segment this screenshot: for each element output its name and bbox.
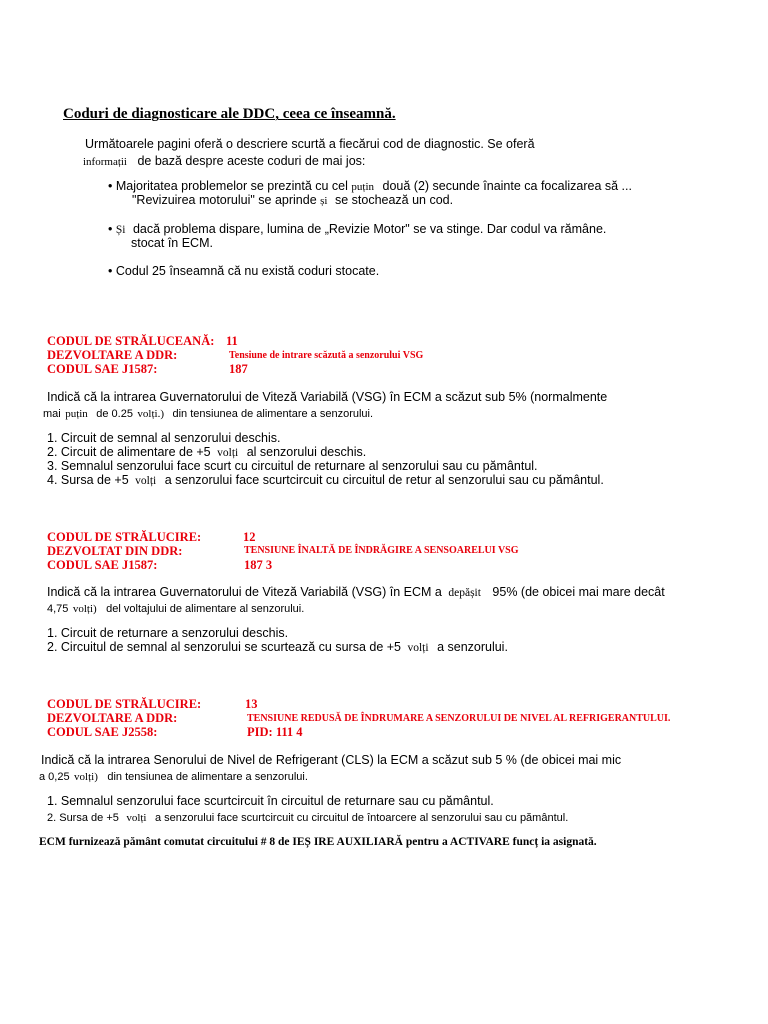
desc-text: a 0,25 [39,771,70,783]
item-word: volți [135,475,157,487]
bullet-word: puțin [351,181,375,193]
code-2-desc-2 [47,599,304,617]
bullet-2-line-2: stocat în ECM. [131,236,213,250]
item-word: volți [126,812,147,824]
code-3-ddr-label: DEZVOLTARE A DDR: [47,711,178,725]
code-1-desc-2 [43,404,373,422]
desc-text: Indică că la intrarea Guvernatorului de Viteză Variabilă (VSG) în ECM a [47,585,442,599]
code-3-ddr-value: TENSIUNE REDUSĂ DE ÎNDRUMARE A SENZORULUI DE NIVEL AL REFRIGERANTULUI. [247,713,671,724]
code-3-label: CODUL DE STRĂLUCIRE: [47,697,202,711]
desc-text: 95% (de obicei mai mare decât [492,585,665,599]
code-3-desc-1: Indică că la intrarea Senorului de Nivel de Refrigerant (CLS) la ECM a scăzut sub 5 % (de obicei mai mic [41,753,622,767]
intro-line-1: Următoarele pagini oferă o descriere scurtă a fiecărui cod de diagnostic. Se oferă [85,137,535,151]
desc-text: mai [43,408,61,420]
code-1-item-3: 3. Semnalul senzorului face scurt cu circuitul de returnare al senzorului sau cu pământul. [47,459,538,473]
code-1-sae-label: CODUL SAE J1587: [47,362,158,376]
desc-word: volți) [74,771,98,783]
desc-text: din tensiunea de alimentare a senzorului. [107,771,308,783]
code-2-sae-label: CODUL SAE J1587: [47,558,158,572]
code-2-label: CODUL DE STRĂLUCIRE: [47,530,202,544]
page-title: Coduri de diagnosticare ale DDC, ceea ce înseamnă. [63,106,396,122]
item-text: 2. Sursa de +5 [47,812,119,824]
code-2-value: 12 [243,530,256,544]
code-1-item-1: 1. Circuit de semnal al senzorului deschis. [47,431,281,445]
code-1-item-4 [47,473,604,489]
code-1-value: 11 [226,334,238,348]
code-2-ddr-value: TENSIUNE ÎNALTĂ DE ÎNDRĂGIRE A SENSOARELUI VSG [244,545,519,556]
bullet-text: se stochează un cod. [334,193,454,207]
code-2-sae-value: 187 3 [244,558,273,572]
code-2-item-2 [47,640,508,656]
code-3-item-2 [47,808,568,826]
item-word: volți [407,642,429,654]
code-3-sae-label: CODUL SAE J2558: [47,725,158,739]
item-text: a senzorului face scurtcircuit cu circuitul de retur al senzorului sau cu pământul. [164,473,604,487]
code-3-sae-value: PID: 111 4 [247,725,303,739]
item-text: a senzorului. [437,640,508,654]
bullet-word: și [320,195,328,207]
code-2-item-1: 1. Circuit de returnare a senzorului deschis. [47,626,289,640]
code-2-ddr-label: DEZVOLTAT DIN DDR: [47,544,183,558]
code-3-desc-2 [39,767,308,785]
desc-word: puțin [65,408,88,420]
intro-line-2 [83,152,365,170]
item-text: a senzorului face scurtcircuit cu circuitul de întoarcere al senzorului sau cu pământul. [154,812,569,824]
code-1-ddr-label: DEZVOLTARE A DDR: [47,348,178,362]
code-1-sae-value: 187 [229,362,248,376]
bullet-3: • Codul 25 înseamnă că nu există coduri stocate. [108,264,380,278]
bullet-word: Și [115,224,126,236]
bullet-text: două (2) secunde înainte ca focalizarea să ... [382,179,632,193]
code-1-ddr-value: Tensiune de intrare scăzută a senzorului VSG [229,350,424,361]
item-word: volți [217,447,239,459]
desc-text: din tensiunea de alimentare a senzorului. [172,408,374,420]
code-3-value: 13 [245,697,258,711]
intro-rest: de bază despre aceste coduri de mai jos: [137,154,366,168]
code-1-label: CODUL DE STRĂLUCEANĂ: [47,334,215,348]
item-text: 2. Circuitul de semnal al senzorului se scurtează cu sursa de +5 [47,640,401,654]
desc-word: depășit [448,587,481,599]
footer-note: ECM furnizează pământ comutat circuitului # 8 de IEȘ IRE AUXILIARĂ pentru a ACTIVARE funcț ia asignată. [39,836,597,848]
desc-text: del voltajului de alimentare al senzorului. [106,603,305,615]
desc-text: 4,75 [47,603,69,615]
bullet-1-line-2 [132,193,453,209]
desc-text: de 0.25 [96,408,133,420]
item-text: al senzorului deschis. [246,445,367,459]
item-text: 2. Circuit de alimentare de +5 [47,445,211,459]
code-3-item-1: 1. Semnalul senzorului face scurtcircuit în circuitul de returnare sau cu pământul. [47,794,494,808]
bullet-text: dacă problema dispare, lumina de „Revizie Motor" se va stinge. Dar codul va rămâne. [132,222,607,236]
bullet-text: • Majoritatea problemelor se prezintă cu cel [108,179,348,193]
desc-word: volți.) [137,408,165,420]
intro-word-informatii: informații [83,156,127,168]
desc-word: volți) [72,603,97,615]
item-text: 4. Sursa de +5 [47,473,129,487]
bullet-text: • [108,222,113,236]
bullet-text: "Revizuirea motorului" se aprinde [132,193,317,207]
code-1-desc-1: Indică că la intrarea Guvernatorului de Viteză Variabilă (VSG) în ECM a scăzut sub 5% (normalmente [47,390,608,404]
